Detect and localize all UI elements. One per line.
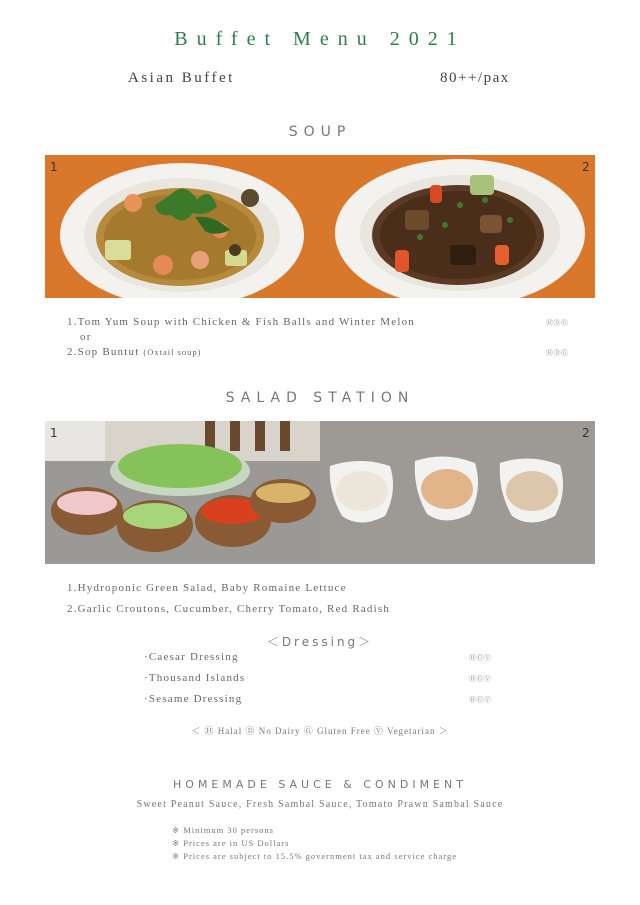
salad-heading: SALAD STATION (225, 390, 415, 406)
soup-item-2-note: (Oxtail soup) (143, 347, 202, 357)
note-currency: ※ Prices are in US Dollars (172, 838, 290, 848)
soup-item-2-tags: ⒽⒹⒼ (546, 349, 569, 357)
tom-yum-image (45, 155, 320, 298)
soup-heading: SOUP (288, 124, 352, 140)
photo-number: 2 (582, 426, 590, 440)
note-tax: ※ Prices are subject to 15.5% government tax and service charge (172, 851, 457, 861)
dressing-item-2-tags: ⒽⒼⓋ (469, 675, 492, 683)
dressing-item-1-tags: ⒽⒼⓋ (469, 654, 492, 662)
sop-buntut-image (320, 155, 595, 298)
dressing-heading: ＜Dressing＞ (266, 635, 374, 649)
salad-bowls-photo (45, 421, 320, 564)
sop-buntut-photo (320, 155, 595, 298)
salad-item-2: 2.Garlic Croutons, Cucumber, Cherry Tomato, Red Radish (67, 603, 391, 615)
salad-photos (45, 421, 595, 564)
salad-item-1: 1.Hydroponic Green Salad, Baby Romaine Lettuce (67, 582, 347, 594)
photo-number: 2 (582, 160, 590, 174)
photo-number: 1 (50, 426, 58, 440)
dressing-boats-photo (320, 421, 595, 564)
tom-yum-photo (45, 155, 320, 298)
dressing-item-3-tags: ⒽⒼⓋ (469, 696, 492, 704)
dressing-item-2: ·Thousand Islands (144, 672, 246, 684)
soup-photos (45, 155, 595, 298)
dietary-legend: ＜ Ⓗ Halal Ⓓ No Dairy Ⓖ Gluten Free Ⓥ Vegetarian ＞ (191, 726, 449, 736)
sauce-items: Sweet Peanut Sauce, Fresh Sambal Sauce, Tomato Prawn Sambal Sauce (136, 799, 504, 810)
dressing-item-3: ·Sesame Dressing (144, 693, 243, 705)
menu-title: Buffet Menu 2021 (174, 28, 466, 50)
soup-item-1-tags: ⒽⒹⒼ (546, 319, 569, 327)
note-minimum: ※ Minimum 30 persons (172, 825, 274, 835)
dressing-boats-image (320, 421, 595, 564)
dressing-item-1: ·Caesar Dressing (144, 651, 239, 663)
buffet-price: 80++/pax (440, 70, 510, 86)
soup-item-2 (67, 346, 202, 358)
soup-or: or (80, 331, 92, 343)
sauce-heading: HOMEMADE SAUCE & CONDIMENT (173, 778, 467, 791)
soup-item-1: 1.Tom Yum Soup with Chicken & Fish Balls and Winter Melon (67, 316, 415, 328)
soup-item-2-label: 2.Sop Buntut (67, 346, 140, 358)
buffet-name: Asian Buffet (128, 70, 235, 86)
salad-bowls-image (45, 421, 320, 564)
photo-number: 1 (50, 160, 58, 174)
